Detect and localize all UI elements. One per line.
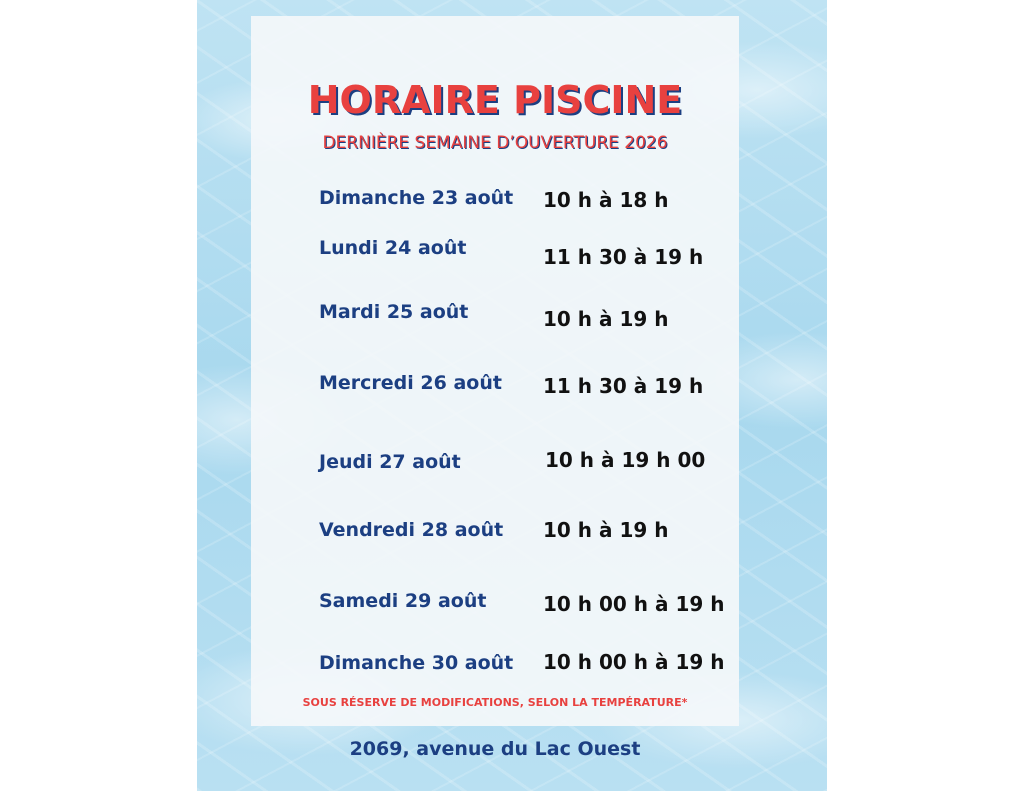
disclaimer-note: SOUS RÉSERVE DE MODIFICATIONS, SELON LA TEMPÉRATURE* — [302, 696, 688, 709]
schedule-hours: 10 h à 19 h — [543, 307, 669, 331]
schedule-row — [251, 237, 739, 267]
pool-address: 2069, avenue du Lac Ouest — [349, 738, 641, 760]
schedule-day: Lundi 24 août — [319, 237, 467, 259]
schedule-hours: 11 h 30 à 19 h — [543, 245, 704, 269]
schedule-hours: 10 h 00 h à 19 h — [543, 592, 725, 616]
schedule-row — [251, 301, 739, 331]
schedule-row — [251, 184, 739, 214]
schedule-hours: 10 h à 19 h — [543, 518, 669, 542]
schedule-row — [251, 518, 739, 548]
schedule-row — [251, 446, 739, 476]
schedule-day: Vendredi 28 août — [319, 519, 504, 541]
schedule-day: Mardi 25 août — [319, 301, 469, 323]
schedule-hours: 11 h 30 à 19 h — [543, 374, 704, 398]
schedule-panel — [251, 16, 739, 726]
schedule-hours: 10 h à 18 h — [543, 188, 669, 212]
pool-schedule-poster — [197, 0, 827, 791]
schedule-row — [251, 590, 739, 620]
schedule-day: Dimanche 23 août — [319, 187, 514, 209]
schedule-day: Samedi 29 août — [319, 590, 487, 612]
schedule-hours: 10 h à 19 h 00 — [545, 448, 706, 472]
schedule-row — [251, 650, 739, 680]
schedule-day: Dimanche 30 août — [319, 652, 514, 674]
schedule-day: Mercredi 26 août — [319, 372, 502, 394]
poster-subtitle: DERNIÈRE SEMAINE D’OUVERTURE 2026 — [322, 133, 668, 153]
schedule-hours: 10 h 00 h à 19 h — [543, 650, 725, 674]
poster-title: HORAIRE PISCINE — [307, 78, 683, 122]
schedule-day: Jeudi 27 août — [319, 451, 461, 473]
schedule-row — [251, 372, 739, 402]
